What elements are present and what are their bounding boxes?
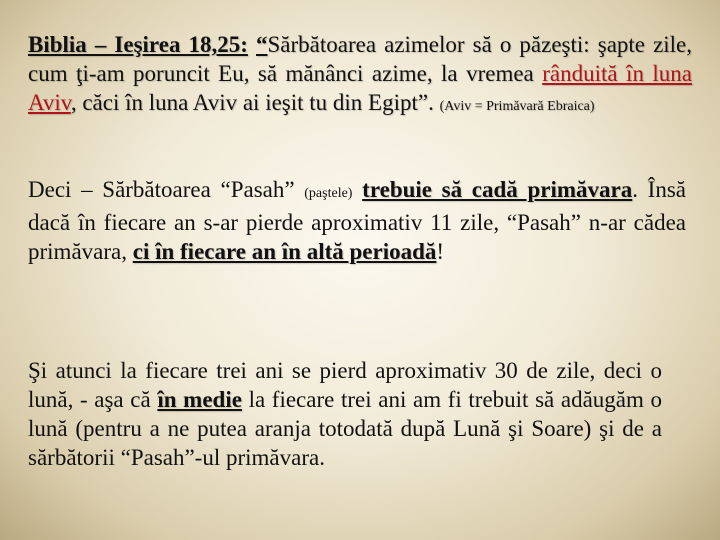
- pasah-end: !: [436, 239, 445, 264]
- aviv-note: (Aviv = Primăvară Ebraica): [439, 99, 595, 114]
- pasah-paragraph: [28, 175, 686, 266]
- quote-highlight: rânduită în luna Aviv: [28, 61, 693, 115]
- pasah-lead: Deci – Sărbătoarea “Pasah”: [28, 177, 295, 202]
- pasah-note: (paştele): [304, 186, 353, 201]
- bible-reference: Biblia – Ieşirea 18,25:: [28, 32, 248, 57]
- month-text-start: Şi atunci la fiecare trei ani se pierd aproximativ 30 de zile, deci o lună, - aşa că: [28, 358, 662, 412]
- month-paragraph: [28, 356, 662, 472]
- quote-open-mark: “: [256, 32, 268, 57]
- quote-text-end: , căci în luna Aviv ai ieşit tu din Egipt”.: [70, 90, 434, 115]
- pasah-emphasis-spring: trebuie să cadă primăvara: [362, 177, 633, 202]
- bible-quote-paragraph: [28, 30, 692, 121]
- month-emphasis: în medie: [157, 387, 242, 412]
- month-text-end: la fiecare trei ani am fi trebuit să adăugăm o lună (pentru a ne putea aranja totodată după Lună şi Soare) şi de a sărbătorii “Pasah”-ul primăvara.: [28, 387, 663, 470]
- pasah-text: . Însă dacă în fiecare an s-ar pierde aproximativ 11 zile, “Pasah” n-ar cădea primăvara,: [28, 177, 686, 264]
- quote-text: Sărbătoarea azimelor să o păzeşti: şapte zile, cum ţi-am poruncit Eu, să mănânci azime, la vremea: [28, 32, 693, 86]
- pasah-emphasis-period: ci în fiecare an în altă perioadă: [132, 239, 437, 264]
